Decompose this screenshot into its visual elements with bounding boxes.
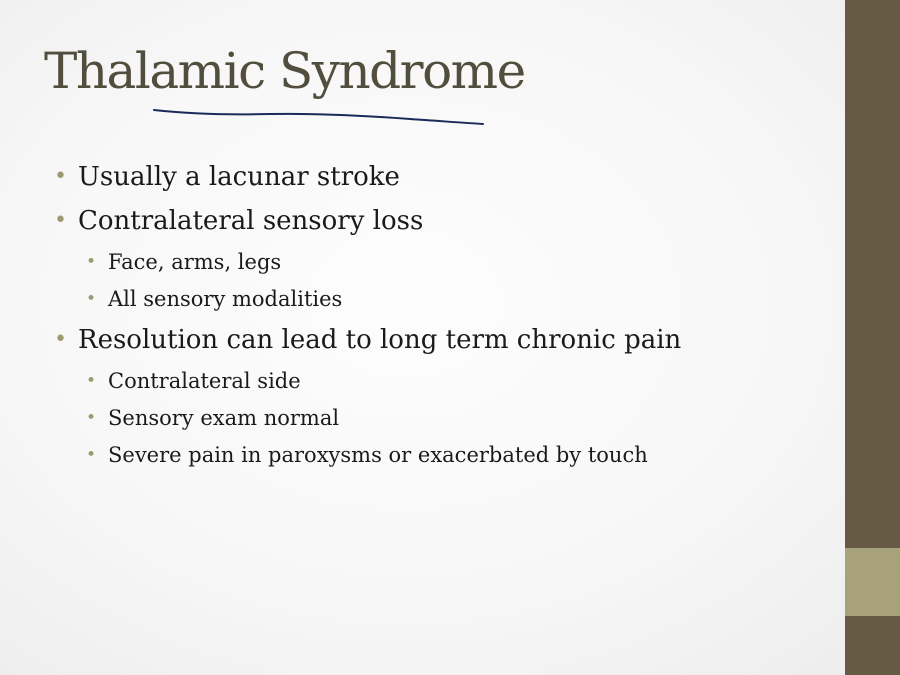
sub-bullet-item <box>86 285 343 313</box>
bullet-dot: • <box>54 208 67 233</box>
bullet-dot: • <box>86 371 97 391</box>
bullet-item <box>54 160 400 194</box>
bullet-text: Severe pain in paroxysms or exacerbated by touch <box>108 443 648 467</box>
bullet-text: Contralateral sensory loss <box>78 206 424 236</box>
bullet-text: Face, arms, legs <box>108 250 282 274</box>
bullet-text: Resolution can lead to long term chronic pain <box>78 325 682 355</box>
bullet-dot: • <box>54 327 67 352</box>
sub-bullet-item <box>86 367 301 395</box>
bullet-item <box>54 323 682 357</box>
bullet-dot: • <box>86 252 97 272</box>
bullet-item <box>54 204 424 238</box>
bullet-dot: • <box>54 164 67 189</box>
decorative-side-bar <box>845 0 900 675</box>
sub-bullet-item <box>86 404 340 432</box>
bullet-text: Usually a lacunar stroke <box>78 162 400 192</box>
bullet-dot: • <box>86 289 97 309</box>
handwritten-underline-annotation <box>150 104 490 134</box>
bullet-text: All sensory modalities <box>108 287 343 311</box>
bullet-dot: • <box>86 408 97 428</box>
sub-bullet-item <box>86 441 648 469</box>
sub-bullet-item <box>86 248 282 276</box>
slide-title: Thalamic Syndrome <box>44 42 525 100</box>
bullet-text: Sensory exam normal <box>108 406 340 430</box>
bullet-dot: • <box>86 445 97 465</box>
decorative-side-bar-accent <box>845 548 900 616</box>
bullet-text: Contralateral side <box>108 369 301 393</box>
